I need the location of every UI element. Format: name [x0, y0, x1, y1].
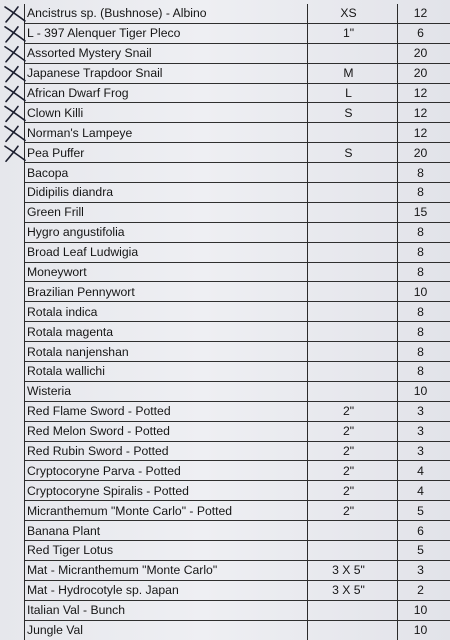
x-check-mark-icon	[5, 146, 25, 161]
item-qty-cell: 20	[413, 66, 428, 81]
inventory-table	[24, 4, 450, 640]
item-qty-cell: 8	[417, 185, 424, 200]
x-check-mark-icon	[5, 27, 25, 42]
item-name-cell: Italian Val - Bunch	[25, 601, 308, 620]
item-qty-cell: 8	[417, 324, 424, 339]
table-row	[25, 581, 450, 601]
item-size-cell: 3 X 5"	[308, 581, 398, 600]
table-row	[25, 362, 450, 382]
table-row	[25, 243, 450, 263]
item-size-cell	[308, 163, 398, 182]
item-qty-cell: 3	[417, 404, 424, 419]
item-qty-cell: 8	[417, 165, 424, 180]
table-row	[25, 44, 450, 64]
table-row	[25, 24, 450, 44]
table-row	[25, 561, 450, 581]
item-qty-cell: 8	[417, 265, 424, 280]
item-size-cell: 2"	[308, 442, 398, 461]
x-check-mark-icon	[5, 106, 25, 121]
item-name-cell: Assorted Mystery Snail	[25, 44, 308, 63]
x-check-mark-icon	[5, 47, 25, 62]
item-size-cell	[308, 44, 398, 63]
table-row	[25, 123, 450, 143]
item-size-cell: 3 X 5"	[308, 561, 398, 580]
item-name-cell: Banana Plant	[25, 521, 308, 540]
item-name-cell: Ancistrus sp. (Bushnose) - Albino	[25, 4, 308, 23]
item-name-cell: Red Tiger Lotus	[25, 541, 308, 560]
item-size-cell	[308, 203, 398, 222]
item-name-cell: Red Melon Sword - Potted	[25, 422, 308, 441]
item-size-cell	[308, 362, 398, 381]
table-row	[25, 442, 450, 462]
item-name-cell: Japanese Trapdoor Snail	[25, 64, 308, 83]
item-qty-cell: 8	[417, 364, 424, 379]
table-row	[25, 342, 450, 362]
item-size-cell	[308, 223, 398, 242]
item-size-cell	[308, 123, 398, 142]
item-name-cell: African Dwarf Frog	[25, 84, 308, 103]
item-name-cell: L - 397 Alenquer Tiger Pleco	[25, 24, 308, 43]
item-name-cell: Cryptocoryne Parva - Potted	[25, 461, 308, 480]
item-qty-cell: 10	[413, 284, 428, 299]
item-name-cell: Micranthemum "Monte Carlo" - Potted	[25, 501, 308, 520]
item-name-cell: Red Rubin Sword - Potted	[25, 442, 308, 461]
item-size-cell: L	[308, 84, 398, 103]
table-row	[25, 481, 450, 501]
item-name-cell: Rotala wallichi	[25, 362, 308, 381]
item-qty-cell: 2	[417, 583, 424, 598]
item-qty-cell: 3	[417, 563, 424, 578]
item-size-cell	[308, 621, 398, 640]
item-name-cell: Rotala nanjenshan	[25, 342, 308, 361]
item-size-cell: XS	[308, 4, 398, 23]
table-row	[25, 183, 450, 203]
table-row	[25, 621, 450, 640]
item-name-cell: Jungle Val	[25, 621, 308, 640]
item-size-cell	[308, 541, 398, 560]
table-row	[25, 163, 450, 183]
item-size-cell: 2"	[308, 461, 398, 480]
item-qty-cell: 8	[417, 304, 424, 319]
item-qty-cell: 12	[413, 86, 428, 100]
table-row	[25, 263, 450, 283]
table-row	[25, 223, 450, 243]
item-qty-cell: 4	[417, 463, 424, 478]
table-row	[25, 322, 450, 342]
item-name-cell: Moneywort	[25, 263, 308, 282]
item-size-cell	[308, 263, 398, 282]
table-row	[25, 461, 450, 481]
table-row	[25, 521, 450, 541]
table-row	[25, 203, 450, 223]
item-size-cell: 1"	[308, 24, 398, 43]
item-qty-cell: 20	[413, 46, 428, 61]
item-size-cell	[308, 382, 398, 401]
item-size-cell: M	[308, 64, 398, 83]
item-size-cell	[308, 282, 398, 301]
item-qty-cell: 12	[413, 105, 428, 120]
item-name-cell: Rotala magenta	[25, 322, 308, 341]
item-qty-cell: 12	[413, 125, 428, 140]
item-name-cell: Didipilis diandra	[25, 183, 308, 202]
item-qty-cell: 5	[417, 503, 424, 518]
item-size-cell: S	[308, 103, 398, 122]
table-row	[25, 103, 450, 123]
item-name-cell: Norman's Lampeye	[25, 123, 308, 142]
table-row	[25, 143, 450, 163]
table-row	[25, 402, 450, 422]
item-name-cell: Hygro angustifolia	[25, 223, 308, 242]
table-row	[25, 4, 450, 24]
item-qty-cell: 8	[417, 344, 424, 359]
x-check-mark-icon	[5, 7, 25, 22]
item-qty-cell: 3	[417, 424, 424, 439]
item-size-cell	[308, 521, 398, 540]
item-qty-cell: 6	[417, 523, 424, 538]
item-qty-cell: 6	[417, 26, 424, 41]
item-name-cell: Mat - Hydrocotyle sp. Japan	[25, 581, 308, 600]
item-qty-cell: 5	[417, 543, 424, 558]
item-size-cell: 2"	[308, 501, 398, 520]
table-row	[25, 64, 450, 84]
x-check-mark-icon	[5, 87, 25, 102]
item-name-cell: Green Frill	[25, 203, 308, 222]
item-name-cell: Broad Leaf Ludwigia	[25, 243, 308, 262]
item-size-cell	[308, 183, 398, 202]
table-row	[25, 422, 450, 442]
item-name-cell: Bacopa	[25, 163, 308, 182]
item-qty-cell: 8	[417, 245, 424, 260]
item-name-cell: Wisteria	[25, 382, 308, 401]
table-row	[25, 302, 450, 322]
table-row	[25, 501, 450, 521]
item-qty-cell: 3	[417, 444, 424, 459]
item-size-cell	[308, 243, 398, 262]
item-size-cell	[308, 322, 398, 341]
item-qty-cell: 12	[413, 6, 428, 21]
item-qty-cell: 10	[413, 603, 428, 618]
item-size-cell: S	[308, 143, 398, 162]
x-check-mark-icon	[5, 67, 25, 82]
item-size-cell: 2"	[308, 422, 398, 441]
table-row	[25, 282, 450, 302]
item-size-cell	[308, 601, 398, 620]
table-row	[25, 541, 450, 561]
item-name-cell: Brazilian Pennywort	[25, 282, 308, 301]
table-row	[25, 84, 450, 104]
table-row	[25, 601, 450, 621]
item-qty-cell: 15	[413, 205, 428, 220]
item-name-cell: Cryptocoryne Spiralis - Potted	[25, 481, 308, 500]
item-qty-cell: 10	[413, 384, 428, 399]
item-qty-cell: 8	[417, 225, 424, 240]
item-size-cell: 2"	[308, 481, 398, 500]
table-row	[25, 382, 450, 402]
item-name-cell: Pea Puffer	[25, 143, 308, 162]
item-size-cell	[308, 302, 398, 321]
item-name-cell: Mat - Micranthemum "Monte Carlo"	[25, 561, 308, 580]
item-qty-cell: 10	[413, 623, 428, 638]
item-name-cell: Rotala indica	[25, 302, 308, 321]
item-size-cell	[308, 342, 398, 361]
item-name-cell: Clown Killi	[25, 103, 308, 122]
x-check-mark-icon	[5, 126, 25, 141]
item-name-cell: Red Flame Sword - Potted	[25, 402, 308, 421]
item-qty-cell: 4	[417, 483, 424, 498]
item-qty-cell: 20	[413, 145, 428, 160]
item-size-cell: 2"	[308, 402, 398, 421]
